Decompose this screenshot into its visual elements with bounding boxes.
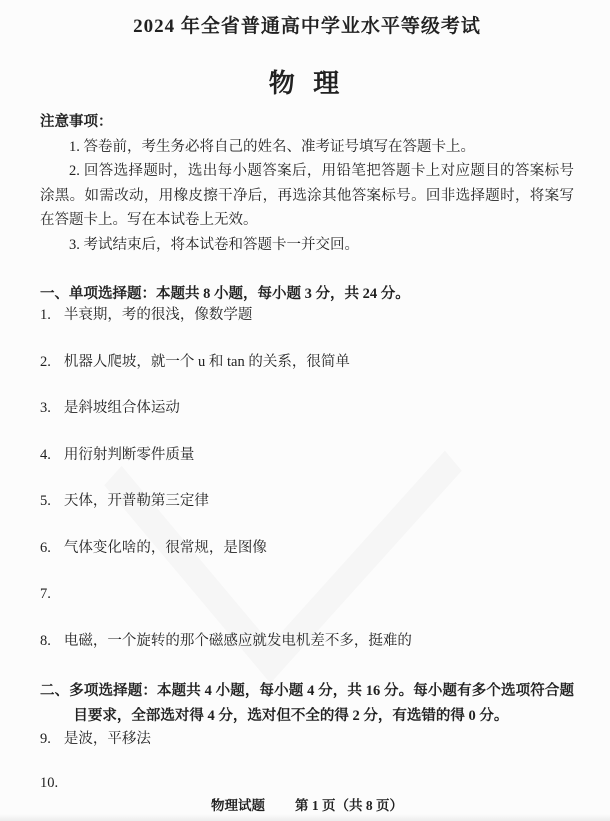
question-5	[40, 491, 574, 511]
subject-title: 物 理	[268, 69, 346, 98]
question-8	[40, 631, 574, 651]
question-5-text: 天体，开普勒第三定律	[63, 493, 209, 509]
question-9-text: 是波，平移法	[63, 730, 151, 747]
notice-item-3: 3. 考试结束后，将本试卷和答题卡一并交回。	[69, 236, 359, 253]
question-9	[40, 729, 574, 749]
question-2	[40, 352, 574, 372]
notice-heading: 注意事项：	[40, 114, 113, 130]
question-2-number: 2.	[40, 353, 51, 370]
question-6	[40, 538, 574, 558]
question-4-text: 用衍射判断零件质量	[63, 446, 195, 463]
scan-watermark	[104, 273, 462, 684]
question-3-number: 3.	[40, 400, 51, 416]
question-2-text: 机器人爬坡，就一个 u 和 tan 的关系，很简单	[63, 353, 350, 370]
question-8-text: 电磁，一个旋转的那个磁感应就发电机差不多，挺难的	[63, 632, 412, 649]
question-4	[40, 445, 574, 465]
question-8-number: 8.	[40, 632, 51, 649]
question-7	[40, 584, 574, 604]
section-1-heading: 一、单项选择题：本题共 8 小题，每小题 3 分，共 24 分。	[40, 286, 410, 302]
question-7-number: 7.	[40, 586, 51, 602]
section-2-heading: 二、多项选择题：本题共 4 小题，每小题 4 分，共 16 分。每小题有多个选项符合题目要求，全部选对得 4 分，选对但不全的得 2 分，有选错的得 0 分。	[40, 682, 574, 724]
question-3	[40, 398, 574, 418]
question-6-number: 6.	[40, 539, 51, 556]
question-4-number: 4.	[40, 446, 51, 463]
notice-item-2: 2. 回答选择题时，选出每小题答案后，用铅笔把答题卡上对应题目的答案标号涂黑。如需改动，用橡皮擦干净后，再选涂其他答案标号。回非选择题时，将案写在答题卡上。写在本试卷上无效。	[40, 163, 574, 228]
question-6-text: 气体变化啥的，很常规，是图像	[63, 539, 267, 556]
footer-doc-label: 物理试题	[211, 797, 265, 813]
question-5-number: 5.	[40, 493, 51, 509]
footer-page-number: 第 1 页（共 8 页）	[295, 797, 403, 813]
exam-title: 2024 年全省普通高中学业水平等级考试	[133, 16, 481, 37]
question-10-number: 10.	[40, 774, 59, 791]
question-1	[40, 305, 574, 325]
scan-edge-shadow	[0, 814, 610, 821]
question-10	[40, 773, 574, 793]
notice-item-1: 1. 答卷前，考生务必将自己的姓名、准考证号填写在答题卡上。	[69, 138, 475, 155]
page-footer	[40, 797, 574, 815]
question-1-number: 1.	[40, 307, 51, 323]
question-9-number: 9.	[40, 730, 51, 747]
question-3-text: 是斜坡组合体运动	[63, 400, 180, 416]
question-1-text: 半衰期，考的很浅，像数学题	[63, 307, 253, 323]
